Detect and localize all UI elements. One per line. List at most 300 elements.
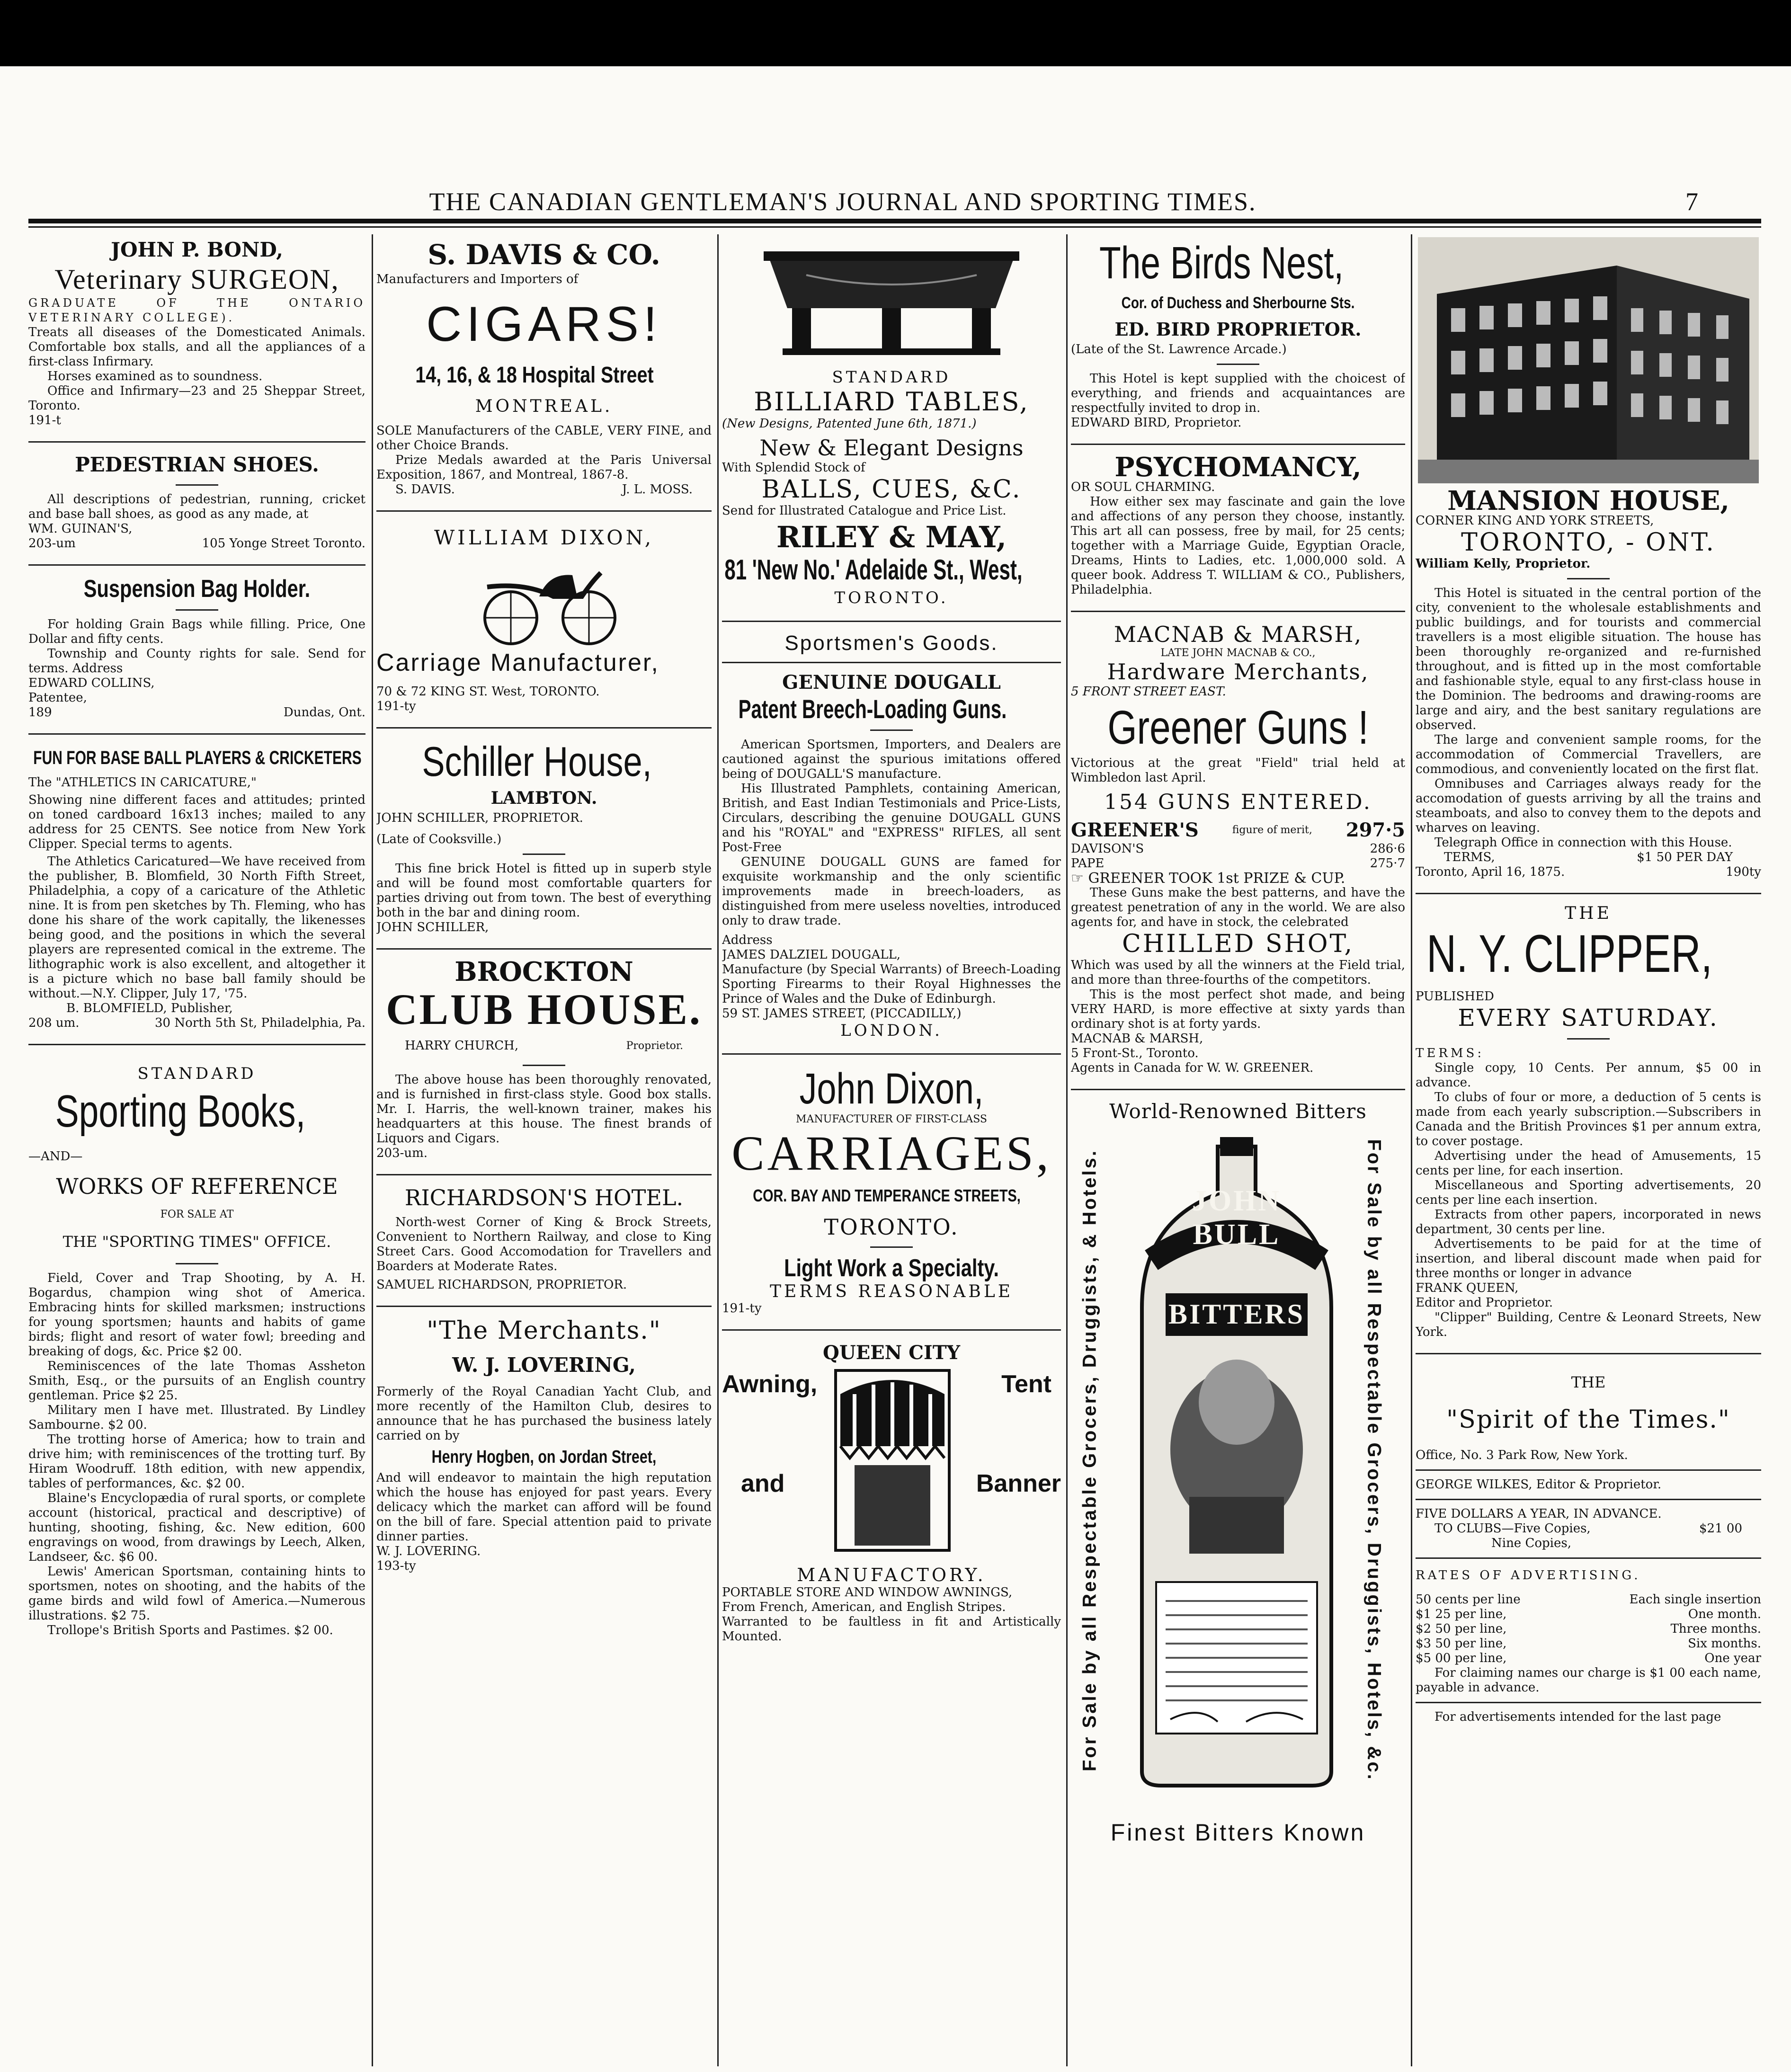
mansion-house-illustration bbox=[1418, 237, 1759, 483]
ad-divider bbox=[376, 948, 712, 950]
rate-period: Three months. bbox=[1670, 1622, 1761, 1636]
ad-title-big: CIGARS! bbox=[426, 297, 662, 352]
ad-proprietor: JOHN SCHILLER, PROPRIETOR. bbox=[376, 811, 583, 825]
ad-body: His Illustrated Pamphlets, containing American, British, and East Indian Testimonials and Price-Lists, Circulars, describing the genuine DOUGALL GUNS and his "ROYAL" and "EXPRESS" RIFLES, all sent Post-Free bbox=[722, 782, 1061, 854]
ad-code: 203-um. bbox=[376, 1146, 428, 1160]
ad-heading: BROCKTON bbox=[454, 956, 633, 987]
ad-rate: $1 50 PER DAY bbox=[1637, 850, 1733, 864]
ad-divider bbox=[1416, 893, 1761, 894]
ad-body: This Hotel is situated in the central portion of the city, convenient to the wholesale establishments and public buildings, and for tourists and commercial travellers is a most eligible situation. The house has been thoroughly re-organized and re-furnished throughout, and is fitted up in the most comfortable and fashionable style, equal to any first-class house in the Dominion. The bedrooms and drawing-rooms are large and airy, and the best sanitary regulations are observed. bbox=[1416, 586, 1761, 732]
ad-word: Banner bbox=[976, 1470, 1061, 1497]
ad-subheading: EVERY SATURDAY. bbox=[1458, 1004, 1719, 1032]
ad-body: Victorious at the great "Field" trial held at Wimbledon last April. bbox=[1071, 756, 1405, 785]
ad-proprietor-title: Proprietor. bbox=[626, 1040, 683, 1052]
scan-border bbox=[0, 0, 1791, 66]
ad-proprietor: GEORGE WILKES, Editor & Proprietor. bbox=[1416, 1477, 1662, 1492]
ad-kicker: THE bbox=[1571, 1373, 1606, 1391]
bottle-label: BITTERS bbox=[1168, 1298, 1305, 1330]
ad-code: 208 um. bbox=[28, 1016, 80, 1030]
ad-divider bbox=[1071, 611, 1405, 612]
ad-kicker: STANDARD bbox=[832, 368, 951, 387]
ad-divider bbox=[1416, 1702, 1761, 1703]
ad-body: For claiming names our charge is $1 00 each name, payable in advance. bbox=[1416, 1666, 1761, 1695]
price-label: TO CLUBS—Five Copies, bbox=[1435, 1521, 1591, 1536]
ornament-rule bbox=[176, 609, 218, 611]
rate-row bbox=[1416, 1607, 1761, 1622]
column-rule bbox=[717, 234, 719, 2066]
ad-address: 105 Yonge Street Toronto. bbox=[202, 536, 365, 551]
ad-note: Send for Illustrated Catalogue and Price List. bbox=[722, 504, 1007, 518]
book-entry: Field, Cover and Trap Shooting, by A. H. Bogardus, champion wing shot of America. Embracing hints for skilled marksmen; instructions for young sportsmen; haunts and habits of game birds; flight and resort of water fowl; breeding and breaking of dogs, &c. Price $2 00. bbox=[28, 1271, 365, 1359]
ad-john-bond bbox=[28, 234, 365, 435]
ad-terms-row bbox=[1416, 850, 1761, 865]
ad-subtitle: Manufacturers and Importers of bbox=[376, 272, 579, 286]
ad-name: S. DAVIS. bbox=[395, 482, 455, 497]
ad-queen-city-awning bbox=[722, 1337, 1061, 1651]
ad-subheading: BALLS, CUES, &C. bbox=[761, 475, 1022, 504]
ad-divider bbox=[28, 733, 365, 735]
ad-body: Treats all diseases of the Domesticated Animals. Comfortable box stalls, and all the appliances of a first-class Infirmary. bbox=[28, 325, 365, 369]
ad-birds-nest bbox=[1071, 234, 1405, 437]
score-name: PAPE bbox=[1071, 856, 1105, 871]
price-label: Nine Copies, bbox=[1491, 1536, 1571, 1550]
ad-code: 191-ty bbox=[376, 699, 416, 713]
ad-divider bbox=[376, 1174, 712, 1175]
score-row bbox=[1071, 819, 1405, 842]
ad-heading: JOHN P. BOND, bbox=[111, 238, 283, 261]
price-row bbox=[1416, 1521, 1761, 1536]
awning-block bbox=[722, 1366, 1061, 1565]
ad-body: Single copy, 10 Cents. Per annum, $5 00 in advance. bbox=[1416, 1061, 1761, 1090]
ornament-rule bbox=[870, 729, 913, 731]
column-4 bbox=[1071, 234, 1405, 2066]
ad-kicker: FOR SALE AT bbox=[160, 1209, 234, 1220]
ornament-rule bbox=[523, 1065, 565, 1066]
price-row bbox=[1416, 1536, 1761, 1551]
ad-brockton-club bbox=[376, 956, 712, 1167]
ad-office: THE "SPORTING TIMES" OFFICE. bbox=[62, 1233, 331, 1251]
ad-divider bbox=[28, 564, 365, 566]
book-entry: The trotting horse of America; how to train and drive him; with reminiscences of the trotting turf. By Hiram Woodruff. 18th edition, with new appendix, tables of performances, &c. $2 00. bbox=[28, 1432, 365, 1491]
ad-highlight-text: Light Work a Specialty. bbox=[784, 1254, 999, 1282]
ad-note: (New Designs, Patented June 6th, 1871.) bbox=[722, 417, 977, 431]
ad-richardsons-hotel bbox=[376, 1182, 712, 1299]
ad-pedestrian-shoes bbox=[28, 449, 365, 558]
ad-body: Horses examined as to soundness. bbox=[47, 369, 263, 383]
ad-proprietor: ED. BIRD PROPRIETOR. bbox=[1114, 319, 1362, 340]
rate-price: $5 00 per line, bbox=[1416, 1651, 1507, 1665]
ad-name: RILEY & MAY, bbox=[776, 520, 1007, 554]
ad-address-text: 81 'New No.' Adelaide St., West, bbox=[724, 554, 1023, 586]
ad-address-text: 14, 16, & 18 Hospital Street bbox=[415, 363, 654, 388]
ad-divider bbox=[722, 1053, 1061, 1055]
ad-terms: TERMS, bbox=[1444, 850, 1495, 864]
ad-body: How either sex may fascinate and gain the love and affections of any person they choose, instantly. This art all can possess, free by mail, for 25 cents; together with a Marriage Guide, Egyptian Oracle, Dreams, Hints to Ladies, etc. 1,000,000 sold. A queer book. Address T. WILLIAM & CO., Publishers, Philadelphia. bbox=[1071, 495, 1405, 597]
ad-heading-text: John Dixon, bbox=[799, 1065, 984, 1113]
ad-heading: QUEEN CITY bbox=[822, 1342, 961, 1364]
ad-divider bbox=[28, 441, 365, 443]
book-entry: Trollope's British Sports and Pastimes. $2 00. bbox=[47, 1623, 333, 1637]
ad-divider bbox=[1416, 1353, 1761, 1354]
ad-riley-may bbox=[722, 234, 1061, 614]
ad-city: TORONTO. bbox=[824, 1214, 959, 1240]
ad-subheading: New & Elegant Designs bbox=[759, 435, 1024, 461]
ad-sporting-books bbox=[28, 1052, 365, 1645]
ad-word: Tent bbox=[1001, 1370, 1051, 1398]
rate-price: $2 50 per line, bbox=[1416, 1622, 1507, 1636]
ad-highlight-text: GREENER TOOK 1st PRIZE & CUP. bbox=[1088, 870, 1345, 887]
ad-divider bbox=[376, 727, 712, 729]
ad-heading: RICHARDSON'S HOTEL. bbox=[404, 1185, 684, 1210]
price-value: $21 00 bbox=[1699, 1521, 1742, 1536]
ad-name: JAMES DALZIEL DOUGALL, bbox=[722, 948, 901, 962]
ad-heading bbox=[722, 1064, 1061, 1113]
ad-psychomancy bbox=[1071, 452, 1405, 604]
ornament-rule bbox=[176, 1263, 218, 1264]
running-header bbox=[0, 187, 1791, 215]
ad-subtitle: PUBLISHED bbox=[1416, 989, 1494, 1004]
ad-heading: GENUINE DOUGALL bbox=[782, 671, 1001, 694]
ad-title-big: CLUB HOUSE. bbox=[386, 985, 702, 1033]
ad-signature: EDWARD BIRD, Proprietor. bbox=[1071, 416, 1242, 430]
ad-kicker: THE bbox=[1565, 904, 1612, 923]
ad-divider bbox=[376, 510, 712, 512]
ad-signature: MACNAB & MARSH, bbox=[1071, 1032, 1203, 1046]
ad-address: 5 Front-St., Toronto. bbox=[1071, 1046, 1199, 1060]
ad-address bbox=[722, 1182, 1061, 1209]
ad-address: CORNER KING AND YORK STREETS, bbox=[1416, 514, 1654, 528]
bottle-brand: JOHN BULL bbox=[1192, 1185, 1282, 1251]
ad-macnab-marsh bbox=[1071, 619, 1405, 1082]
ad-divider bbox=[1071, 1089, 1405, 1090]
ad-heading: PSYCHOMANCY, bbox=[1114, 452, 1362, 483]
ad-note: Agents in Canada for W. W. GREENER. bbox=[1071, 1061, 1314, 1075]
ornament-rule bbox=[523, 854, 565, 855]
book-entry: Reminiscences of the late Thomas Assheton Smith, Esq., or the pursuits of an English country gentleman. Price $2 25. bbox=[28, 1359, 365, 1403]
score-row bbox=[1071, 856, 1405, 871]
ad-body: GENUINE DOUGALL GUNS are famed for exquisite workmanship and the only scientific improvements made in breech-loaders, as distinguished from mere useless novelties, introduced only to draw trade. bbox=[722, 855, 1061, 928]
ad-dougall-guns bbox=[722, 629, 1061, 1047]
ad-body: Which was used by all the winners at the Field trial, and more than three-fourths of the competitors. bbox=[1071, 958, 1405, 987]
awning-illustration bbox=[826, 1366, 959, 1555]
ad-signature: W. J. LOVERING. bbox=[376, 1544, 481, 1558]
ad-body: The large and convenient sample rooms, for the accommodation of Commercial Travellers, are commodious, and conveniently located on the first flat. bbox=[1416, 733, 1761, 776]
ad-heading: MACNAB & MARSH, bbox=[1114, 622, 1363, 647]
ad-kicker: Sportsmen's Goods. bbox=[784, 631, 998, 655]
column-2 bbox=[376, 234, 712, 2066]
ad-body: Advertisements to be paid for at the time of insertion, and liberal discount made when paid for three months or longer in advance bbox=[1416, 1237, 1761, 1281]
ad-divider bbox=[28, 1044, 365, 1045]
ad-name: WM. GUINAN'S, bbox=[28, 522, 133, 536]
ad-body: Warranted to be faultless in fit and Artistically Mounted. bbox=[722, 1615, 1061, 1644]
ad-city: MONTREAL. bbox=[475, 397, 613, 416]
ad-word: and bbox=[741, 1470, 785, 1497]
column-5 bbox=[1416, 234, 1761, 2066]
ad-footer-text: Finest Bitters Known bbox=[1110, 1819, 1366, 1846]
column-rule bbox=[1411, 234, 1412, 2066]
ad-body: The above house has been thoroughly renovated, and is furnished in first-class style. Good box stalls. Mr. I. Harris, the well-known trainer, makes his headquarters at this house. The finest brands of Liquors and Cigars. bbox=[376, 1073, 712, 1146]
ad-divider bbox=[1416, 1557, 1761, 1559]
ad-address: 30 North 5th St, Philadelphia, Pa. bbox=[155, 1016, 365, 1030]
ad-body: Miscellaneous and Sporting advertisements, 20 cents per line each insertion. bbox=[1416, 1178, 1761, 1207]
ad-name: J. L. MOSS. bbox=[622, 482, 693, 497]
ad-heading-text: The Birds Nest, bbox=[1099, 238, 1344, 288]
ad-proprietor: William Kelly, Proprietor. bbox=[1416, 557, 1591, 571]
ad-name: EDWARD COLLINS, bbox=[28, 676, 155, 690]
billiard-table-illustration bbox=[749, 237, 1034, 360]
ad-heading bbox=[28, 575, 365, 603]
score-value: 286·6 bbox=[1370, 842, 1405, 856]
ad-body: Showing nine different faces and attitudes; printed on toned cardboard 16x13 inches; mailed to any address for 25 CENTS. See notice from New York Clipper. Special terms to agents. bbox=[28, 793, 365, 851]
ad-signature: JOHN SCHILLER, bbox=[376, 920, 489, 934]
rate-row bbox=[1416, 1651, 1761, 1666]
ad-body: American Sportsmen, Importers, and Dealers are cautioned against the spurious imitations offered being of DOUGALL'S manufacture. bbox=[722, 738, 1061, 781]
ad-proprietor: HARRY CHURCH, bbox=[405, 1039, 519, 1053]
ad-body: Telegraph Office in connection with this House. bbox=[1435, 836, 1732, 850]
book-entry: Military men I have met. Illustrated. By Lindley Sambourne. $2 00. bbox=[28, 1403, 365, 1432]
side-text-left: For Sale by all Respectable Grocers, Druggists, & Hotels. bbox=[1079, 1149, 1100, 1772]
ad-title: Veterinary SURGEON, bbox=[54, 264, 339, 295]
ad-body: All descriptions of pedestrian, running, cricket and base ball shoes, as good as any made, at bbox=[28, 492, 365, 521]
ad-code: 203-um bbox=[28, 536, 76, 551]
ad-john-bull-bitters bbox=[1071, 1097, 1405, 1853]
rate-price: 50 cents per line bbox=[1416, 1592, 1521, 1607]
ad-label: Address bbox=[722, 933, 773, 947]
ad-code: 191-t bbox=[28, 413, 61, 427]
ad-ny-clipper bbox=[1416, 901, 1761, 1346]
ad-title-text: Patent Breech-Loading Guns. bbox=[738, 694, 1007, 724]
ad-spirit-of-the-times bbox=[1416, 1361, 1761, 1731]
ad-body: From French, American, and English Stripes. bbox=[722, 1600, 1006, 1614]
ad-proprietor-row bbox=[376, 1034, 712, 1058]
ad-heading bbox=[1071, 237, 1405, 289]
ad-body: For holding Grain Bags while filling. Price, One Dollar and fifty cents. bbox=[28, 617, 365, 646]
ad-highlight bbox=[1071, 871, 1405, 886]
ad-divider bbox=[1071, 444, 1405, 445]
ad-signature-title: Editor and Proprietor. bbox=[1416, 1296, 1553, 1310]
score-label: figure of merit, bbox=[1232, 824, 1312, 836]
ad-place: LAMBTON. bbox=[490, 788, 597, 808]
ad-word: Awning, bbox=[722, 1370, 818, 1398]
ad-davis-cigars bbox=[376, 234, 712, 504]
ad-base-ball-fun bbox=[28, 741, 365, 1037]
ad-body: This is the most perfect shot made, and being VERY HARD, is more effective at sixty yards than ordinary shot is at forty yards. bbox=[1071, 987, 1405, 1031]
ad-terms: TERMS: bbox=[1416, 1046, 1485, 1060]
rate-period: One year bbox=[1704, 1651, 1761, 1665]
ad-title-big bbox=[1416, 923, 1761, 985]
score-name: DAVISON'S bbox=[1071, 842, 1144, 856]
ad-heading: PEDESTRIAN SHOES. bbox=[75, 453, 319, 476]
ad-divider bbox=[722, 1329, 1061, 1331]
ad-code: 189 bbox=[28, 705, 52, 720]
ad-body: Advertising under the head of Amusements, 15 cents per line, for each insertion. bbox=[1416, 1149, 1761, 1178]
ad-footer bbox=[28, 705, 365, 720]
ad-address: 5 FRONT STREET EAST. bbox=[1071, 685, 1226, 699]
ad-code: 190ty bbox=[1726, 865, 1761, 879]
ad-divider bbox=[722, 621, 1061, 622]
ad-footer bbox=[28, 536, 365, 551]
rate-row bbox=[1416, 1636, 1761, 1651]
ornament-rule bbox=[1567, 1038, 1610, 1040]
ad-divider-text: —AND— bbox=[28, 1149, 83, 1164]
ad-signature: FRANK QUEEN, bbox=[1416, 1281, 1519, 1295]
ad-code: 191-ty bbox=[722, 1301, 762, 1316]
ad-bag-holder bbox=[28, 572, 365, 727]
page-title: THE CANADIAN GENTLEMAN'S JOURNAL AND SPORTING TIMES. bbox=[429, 187, 1256, 216]
ad-note: (Late of Cooksville.) bbox=[376, 832, 502, 846]
ad-title-big-text: Greener Guns ! bbox=[1107, 701, 1369, 754]
ad-title-big: CARRIAGES, bbox=[731, 1126, 1051, 1181]
ad-body: Township and County rights for sale. Send for terms. Address bbox=[28, 647, 365, 676]
ornament-rule bbox=[176, 484, 218, 486]
page-number: 7 bbox=[1685, 187, 1698, 216]
ad-body: To clubs of four or more, a deduction of 5 cents is made from each yearly subscription.—Subscribers in Canada and the British Provinces $1 per annum extra, to cover postage. bbox=[1416, 1090, 1761, 1148]
ad-body: The Athletics Caricatured—We have received from the publisher, B. Blomfield, 30 North Fifth Street, Philadelphia, a copy of a caricature of the Athletic nine. It is from pen sketches by Th. Fleming, who has done his share of the work capitally, the likenesses being good, and the positions in which the several players are represented comical in the extreme. The lithographic work is also excellent, and altogether it is a picture which no base ball family should be without.—N.Y. Clipper, July 17, '75. bbox=[28, 854, 365, 1001]
ad-address: 59 ST. JAMES STREET, (PICCADILLY,) bbox=[722, 1006, 962, 1021]
ad-address: Dundas, Ont. bbox=[283, 705, 365, 720]
ad-city: TORONTO, - ONT. bbox=[1461, 528, 1716, 557]
ad-kicker: STANDARD bbox=[137, 1064, 257, 1083]
bitters-block bbox=[1071, 1128, 1405, 1819]
ad-highlight bbox=[376, 1443, 712, 1471]
ad-title-small: Patentee, bbox=[28, 691, 87, 705]
ad-address: 70 & 72 KING ST. West, TORONTO. bbox=[376, 685, 600, 699]
ad-subtitle: GRADUATE OF THE ONTARIO VETERINARY COLLEGE). bbox=[28, 296, 365, 324]
ad-city: TORONTO. bbox=[834, 588, 949, 607]
ad-body: For advertisements intended for the last page bbox=[1435, 1710, 1721, 1724]
ad-title-big-text: N. Y. CLIPPER, bbox=[1426, 924, 1712, 983]
ad-subheading: CHILLED SHOT, bbox=[1122, 930, 1354, 958]
ad-body: Prize Medals awarded at the Paris Universal Exposition, 1867, and Montreal, 1867-8. bbox=[376, 453, 712, 482]
ad-subheading: MANUFACTORY. bbox=[797, 1565, 986, 1585]
ad-heading-text: FUN FOR BASE BALL PLAYERS & CRICKETERS bbox=[33, 747, 362, 768]
ad-address: "Clipper" Building, Centre & Leonard Streets, New York. bbox=[1416, 1310, 1761, 1339]
ad-highlight-text: Henry Hogben, on Jordan Street, bbox=[431, 1447, 657, 1467]
ad-address-text: COR. BAY AND TEMPERANCE STREETS, bbox=[753, 1186, 1021, 1205]
ad-john-dixon bbox=[722, 1061, 1061, 1323]
ad-kicker: MANUFACTURER OF FIRST-CLASS bbox=[796, 1113, 987, 1125]
ad-heading bbox=[28, 744, 365, 772]
ad-footer bbox=[28, 1016, 365, 1031]
ad-heading bbox=[376, 738, 712, 785]
score-row bbox=[1071, 842, 1405, 856]
ad-body: Extracts from other papers, incorporated in news department, 30 cents per line. bbox=[1416, 1208, 1761, 1236]
ad-divider bbox=[1416, 1469, 1761, 1471]
rate-period: Each single insertion bbox=[1629, 1592, 1761, 1607]
ad-terms: TERMS REASONABLE bbox=[769, 1282, 1014, 1301]
header-rule bbox=[28, 219, 1761, 223]
rates-table bbox=[1416, 1592, 1761, 1666]
ad-heading: "The Merchants." bbox=[427, 1316, 661, 1345]
ad-mansion-house bbox=[1416, 234, 1761, 886]
score-value: 297·5 bbox=[1345, 819, 1405, 841]
score-name: GREENER'S bbox=[1071, 819, 1199, 841]
ad-subheading: 154 GUNS ENTERED. bbox=[1104, 790, 1372, 814]
ad-footer bbox=[376, 482, 712, 497]
ad-subtitle: OR SOUL CHARMING. bbox=[1071, 480, 1215, 494]
ad-terms: FIVE DOLLARS A YEAR, IN ADVANCE. bbox=[1416, 1507, 1662, 1521]
ad-title-big bbox=[1071, 699, 1405, 756]
ad-schiller-house bbox=[376, 735, 712, 942]
rate-row bbox=[1416, 1592, 1761, 1607]
ad-address: Office, No. 3 Park Row, New York. bbox=[1416, 1448, 1628, 1462]
ad-william-dixon bbox=[376, 518, 712, 720]
ad-heading-text: Suspension Bag Holder. bbox=[83, 575, 311, 603]
ornament-rule bbox=[870, 1246, 913, 1248]
ad-name: W. J. LOVERING, bbox=[452, 1353, 636, 1377]
rate-price: $1 25 per line, bbox=[1416, 1607, 1507, 1621]
column-rule bbox=[372, 234, 373, 2066]
ad-body: And will endeavor to maintain the high reputation which the house has enjoyed for past years. Every delicacy which the market can afford will be found on the bill of fare. Special attention paid to private dinner parties. bbox=[376, 1471, 712, 1544]
ad-subheading: WORKS OF REFERENCE bbox=[56, 1174, 338, 1199]
book-entry: Blaine's Encyclopædia of rural sports, or complete account (historical, practical and descriptive) of hunting, shooting, fishing, &c. New edition, 600 engravings on wood, from drawings by Leech, Alken, Landseer, &c. $6 00. bbox=[28, 1491, 365, 1564]
ad-body: These Guns make the best patterns, and have the greatest penetration of any in the world. We are also agents for, and have in stock, the celebrated bbox=[1071, 886, 1405, 929]
ad-heading: World-Renowned Bitters bbox=[1109, 1100, 1367, 1123]
ornament-rule bbox=[1217, 364, 1259, 365]
ad-divider bbox=[722, 662, 1061, 663]
ad-highlight bbox=[722, 1254, 1061, 1282]
rate-row bbox=[1416, 1622, 1761, 1636]
ad-address: Office and Infirmary—23 and 25 Sheppar Street, Toronto. bbox=[28, 384, 365, 413]
book-entry: Lewis' American Sportsman, containing hints to sportsmen, notes on shooting, and the habits of the game birds and wild fowl of America.—Numerous illustrations. $2 75. bbox=[28, 1565, 365, 1623]
ad-body: SOLE Manufacturers of the CABLE, VERY FINE, and other Choice Brands. bbox=[376, 424, 712, 453]
ad-divider bbox=[376, 1306, 712, 1307]
pointing-hand-icon: ☞ bbox=[1071, 870, 1088, 887]
ad-body: PORTABLE STORE AND WINDOW AWNINGS, bbox=[722, 1585, 1013, 1600]
ad-body: Omnibuses and Carriages always ready for the accomodation of guests arriving by all the trains and steamboats, and also to convey them to the depots and wharves on leaving. bbox=[1416, 777, 1761, 835]
ad-note: (Late of the St. Lawrence Arcade.) bbox=[1071, 342, 1287, 356]
ad-heading bbox=[28, 1083, 365, 1140]
ad-body: Manufacture (by Special Warrants) of Breech-Loading Sporting Firearms to their Royal Highnesses the Prince of Wales and the Duke of Edinburgh. bbox=[722, 962, 1061, 1006]
ad-code: 193-ty bbox=[376, 1559, 416, 1573]
score-value: 275·7 bbox=[1370, 856, 1405, 871]
ad-address-text: Cor. of Duchess and Sherbourne Sts. bbox=[1121, 294, 1355, 312]
ad-subtitle: The "ATHLETICS IN CARICATURE," bbox=[28, 775, 257, 790]
ad-body: Formerly of the Royal Canadian Yacht Club, and more recently of the Hamilton Club, desires to announce that he has purchased the business lately carried on by bbox=[376, 1385, 712, 1443]
ad-heading: WILLIAM DIXON, bbox=[434, 526, 654, 549]
ad-name: B. BLOMFIELD, Publisher, bbox=[66, 1001, 233, 1015]
ad-heading: S. DAVIS & CO. bbox=[428, 239, 660, 271]
ad-subheading: RATES OF ADVERTISING. bbox=[1416, 1568, 1641, 1583]
ad-body: North-west Corner of King & Brock Streets, Convenient to Northern Railway, and close to King Street Cars. Good Accomodation for Travellers and Boarders at Moderate Rates. bbox=[376, 1215, 712, 1273]
ad-address bbox=[376, 362, 712, 389]
ad-subheading: Hardware Merchants, bbox=[1107, 659, 1369, 685]
ad-address bbox=[722, 556, 1061, 584]
column-3 bbox=[722, 234, 1061, 2066]
rate-period: One month. bbox=[1688, 1607, 1761, 1621]
rate-price: $3 50 per line, bbox=[1416, 1636, 1507, 1651]
rate-period: Six months. bbox=[1688, 1636, 1761, 1651]
ad-date: Toronto, April 16, 1875. bbox=[1416, 865, 1565, 879]
header-rule-thin bbox=[28, 226, 1761, 228]
ad-heading: MANSION HOUSE, bbox=[1447, 485, 1729, 516]
side-text-right: For Sale by all Respectable Grocers, Druggists, Hotels, &c. bbox=[1363, 1139, 1385, 1781]
ad-proprietor: SAMUEL RICHARDSON, PROPRIETOR. bbox=[376, 1278, 627, 1292]
ad-divider bbox=[1416, 1499, 1761, 1500]
ad-heading-text: Sporting Books, bbox=[55, 1086, 306, 1137]
ad-city: LONDON. bbox=[840, 1021, 943, 1040]
ad-note: LATE JOHN MACNAB & CO., bbox=[1160, 647, 1316, 659]
ad-body: This Hotel is kept supplied with the choicest of everything, and friends and acquaintances are respectfully invited to drop in. bbox=[1071, 372, 1405, 415]
ad-title bbox=[722, 695, 1061, 723]
ad-note: With Splendid Stock of bbox=[722, 461, 865, 475]
ornament-rule bbox=[1567, 578, 1610, 579]
ad-heading: "Spirit of the Times." bbox=[1446, 1405, 1730, 1434]
carriage-illustration bbox=[459, 554, 629, 649]
ad-body: This fine brick Hotel is fitted up in superb style and will be found most comfortable quarters for parties driving out from town. The best of everything both in the bar and dining room. bbox=[376, 862, 712, 920]
column-rule bbox=[1066, 234, 1068, 2066]
ad-heading: BILLIARD TABLES, bbox=[754, 387, 1029, 417]
